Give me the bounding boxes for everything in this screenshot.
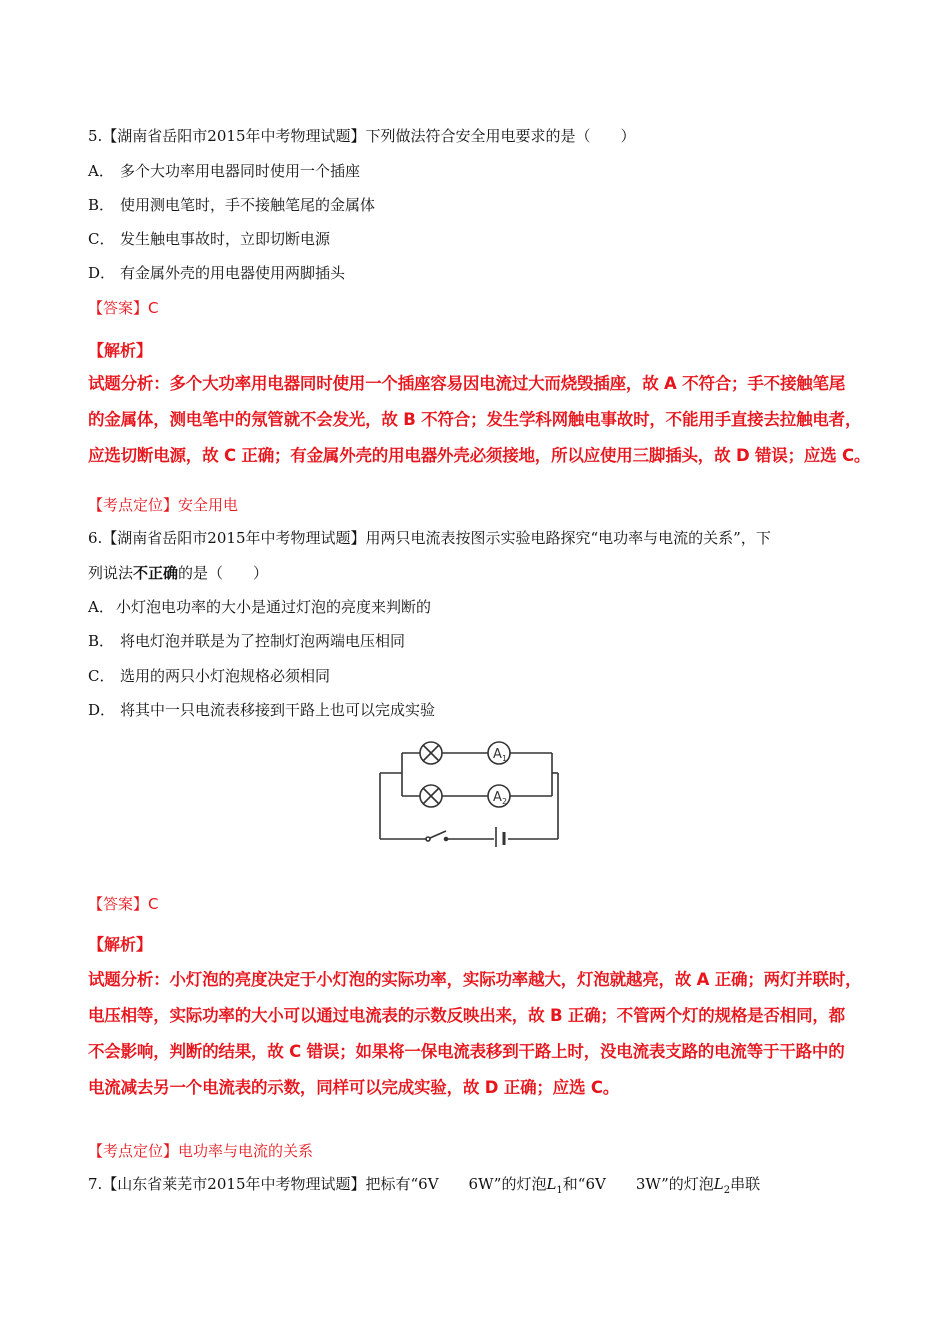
q5-analysis-label: 【解析】	[88, 341, 153, 360]
q6-option-d	[88, 700, 435, 720]
option-letter: D．	[88, 701, 116, 719]
switch-icon	[426, 831, 448, 841]
q6-analysis	[88, 962, 878, 1106]
q5-analysis	[88, 366, 878, 474]
q5-option-b	[88, 195, 375, 215]
option-letter: B．	[88, 196, 115, 214]
q6-stem-line2	[88, 563, 268, 583]
lamp-2-icon	[420, 785, 442, 807]
q6-option-a	[88, 597, 431, 617]
ammeter-2-label: A	[493, 790, 502, 805]
option-text: 有金属外壳的用电器使用两脚插头	[120, 264, 346, 282]
option-letter: B．	[88, 632, 115, 650]
option-text: 发生触电事故时，立即切断电源	[120, 230, 331, 248]
q5-option-a	[88, 161, 360, 181]
option-text: 小灯泡电功率的大小是通过灯泡的亮度来判断的	[116, 598, 432, 616]
lamp-symbol: L	[546, 1175, 557, 1193]
option-letter: A．	[88, 162, 114, 180]
ammeter-1-label: A	[493, 747, 502, 762]
q6-option-b	[88, 631, 405, 651]
option-letter: D．	[88, 264, 116, 282]
analysis-line: 不会影响，判断的结果，故 C 错误；如果将一保电流表移到干路上时，没电流表支路的电流等于干路中的	[88, 1042, 845, 1061]
lamp-subscript: 2	[723, 1185, 731, 1196]
option-letter: A．	[88, 598, 114, 616]
analysis-line: 试题分析：小灯泡的亮度决定于小灯泡的实际功率，实际功率越大，灯泡就越亮，故 A 正确；两灯并联时，	[88, 970, 862, 989]
option-letter: C．	[88, 667, 115, 685]
stem-text: 的是（ ）	[178, 564, 269, 582]
ammeter-2-sub: 2	[502, 797, 508, 806]
analysis-line: 电流减去另一个电流表的示数，同样可以完成实验，故 D 正确；应选 C。	[88, 1078, 620, 1097]
analysis-line: 试题分析：多个大功率用电器同时使用一个插座容易因电流过大而烧毁插座，故 A 不符合；手不接触笔尾	[88, 374, 846, 393]
stem-text: 7.【山东省莱芜市2015年中考物理试题】把标有“6V 6W”的灯泡	[88, 1175, 547, 1193]
analysis-line: 电压相等，实际功率的大小可以通过电流表的示数反映出来，故 B 正确；不管两个灯的规格是否相同，都	[88, 1006, 845, 1025]
lamp-symbol: L	[713, 1175, 724, 1193]
ammeter-1-sub: 1	[502, 754, 508, 763]
lamp-subscript: 1	[556, 1185, 563, 1196]
option-text: 使用测电笔时，手不接触笔尾的金属体	[120, 196, 376, 214]
ammeter-1-icon	[488, 742, 510, 764]
stem-emphasis: 不正确	[133, 564, 179, 582]
option-letter: C．	[88, 230, 115, 248]
analysis-line: 应选切断电源，故 C 正确；有金属外壳的用电器外壳必须接地，所以应使用三脚插头，故 D 错误；应选 C。	[88, 446, 871, 465]
q5-topic: 【考点定位】安全用电	[88, 496, 239, 514]
stem-text: 和“6V 3W”的灯泡	[562, 1175, 714, 1193]
q6-answer: 【答案】C	[88, 895, 159, 913]
lamp-1-icon	[420, 742, 442, 764]
option-text: 多个大功率用电器同时使用一个插座	[120, 162, 361, 180]
q6-option-c	[88, 666, 330, 686]
q5-option-d	[88, 263, 345, 283]
option-text: 将电灯泡并联是为了控制灯泡两端电压相同	[120, 632, 406, 650]
analysis-line: 的金属体，测电笔中的氖管就不会发光，故 B 不符合；发生学科网触电事故时，不能用手直接去拉触电者，	[88, 410, 862, 429]
option-text: 选用的两只小灯泡规格必须相同	[120, 667, 331, 685]
q5-option-c	[88, 229, 330, 249]
option-text: 将其中一只电流表移接到干路上也可以完成实验	[120, 701, 436, 719]
battery-icon	[496, 827, 504, 847]
stem-text: 列说法	[88, 564, 134, 582]
q5-stem: 5.【湖南省岳阳市2015年中考物理试题】下列做法符合安全用电要求的是（ ）	[88, 127, 636, 145]
q6-stem-line1: 6.【湖南省岳阳市2015年中考物理试题】用两只电流表按图示实验电路探究“电功率与电流的关系”，下	[88, 529, 771, 547]
q6-analysis-label: 【解析】	[88, 935, 153, 954]
stem-text: 串联	[730, 1175, 761, 1193]
q7-stem	[88, 1174, 760, 1201]
q6-topic: 【考点定位】电功率与电流的关系	[88, 1142, 314, 1160]
q5-answer: 【答案】C	[88, 299, 159, 317]
circuit-diagram	[376, 735, 562, 847]
ammeter-2-icon	[488, 785, 510, 807]
